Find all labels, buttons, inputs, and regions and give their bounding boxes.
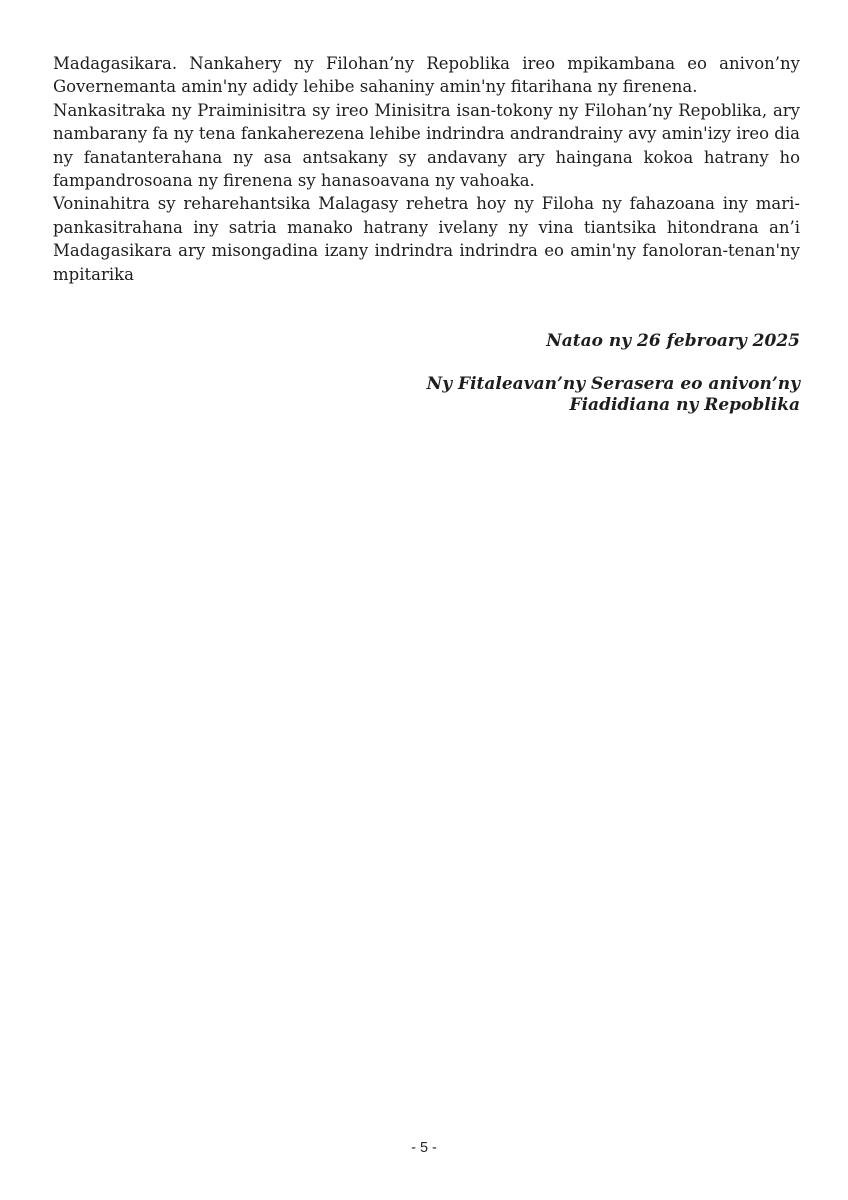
body-line: Madagasikara ary misongadina izany indrindra indrindra eo amin'ny fanoloran-tenan'ny bbox=[53, 241, 800, 261]
signature-block bbox=[53, 330, 800, 416]
document-text bbox=[53, 52, 800, 286]
paragraph bbox=[53, 192, 800, 286]
page-number: - 5 - bbox=[411, 1140, 437, 1156]
signature-lines bbox=[53, 374, 800, 416]
date-line: Natao ny 26 febroary 2025 bbox=[546, 331, 800, 351]
body-line: pankasitrahana iny satria manako hatrany ivelany ny vina tiantsika hitondrana an’i bbox=[53, 217, 800, 237]
body-line: Voninahitra sy reharehantsika Malagasy rehetra hoy ny Filoha ny fahazoana iny mari- bbox=[53, 194, 800, 214]
signature-line: Ny Fitaleavan’ny Serasera eo anivon’ny bbox=[426, 374, 800, 394]
body-line: ny fanatanterahana ny asa antsakany sy andavany ary haingana kokoa hatrany ho bbox=[53, 147, 800, 167]
body-line: Governemanta amin'ny adidy lehibe sahaniny amin'ny fitarihana ny firenena. bbox=[53, 77, 698, 97]
signature-line: Fiadidiana ny Repoblika bbox=[569, 395, 800, 415]
body-line: nambarany fa ny tena fankaherezena lehibe indrindra andrandrainy avy amin'izy ireo dia bbox=[53, 124, 800, 144]
body-line: Nankasitraka ny Praiminisitra sy ireo Minisitra isan-tokony ny Filohan’ny Repoblika, ary bbox=[53, 100, 800, 120]
paragraph bbox=[53, 52, 800, 99]
paragraph bbox=[53, 99, 800, 193]
body-line: Madagasikara. Nankahery ny Filohan’ny Repoblika ireo mpikambana eo anivon’ny bbox=[53, 54, 800, 73]
body-line: fampandrosoana ny firenena sy hanasoavana ny vahoaka. bbox=[53, 171, 535, 191]
body-line: mpitarika bbox=[53, 264, 134, 284]
